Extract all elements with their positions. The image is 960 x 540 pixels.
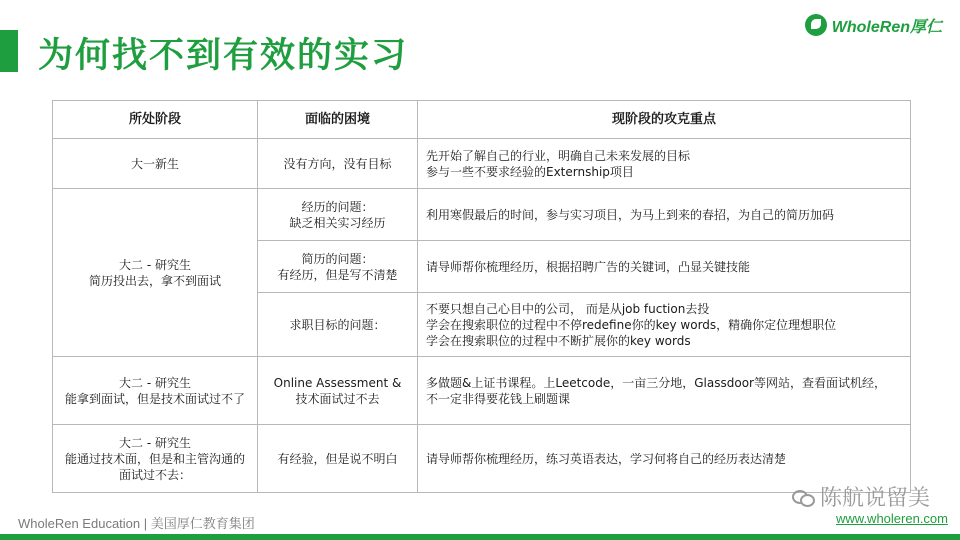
challenge-cell — [258, 357, 418, 425]
focus-text: 不要只想自己心目中的公司， 而是从job fuction去投 — [426, 301, 710, 316]
focus-text: 请导师帮你梳理经历，根据招聘广告的关键词，凸显关键技能 — [426, 259, 751, 274]
focus-text: 参与一些不要求经验的Externship项目 — [426, 164, 634, 179]
stage-text: 能通过技术面，但是和主管沟通的面试过不去： — [64, 451, 245, 482]
header-stage: 所处阶段 — [53, 101, 258, 139]
challenge-text: 没有方向，没有目标 — [283, 156, 392, 171]
focus-text: 不一定非得要花钱上刷题课 — [426, 391, 571, 406]
watermark-text: 陈航说留美 — [819, 486, 930, 511]
challenge-cell — [258, 293, 418, 357]
table-row — [53, 139, 911, 189]
focus-text: 学会在搜索职位的过程中不断扩展你的key words — [426, 333, 691, 348]
stage-cell — [53, 139, 258, 189]
stage-text: 大一新生 — [130, 156, 179, 171]
focus-text: 学会在搜索职位的过程中不停redefine你的key words，精确你定位理想职位 — [426, 317, 837, 332]
challenge-cell — [258, 189, 418, 241]
focus-text: 先开始了解自己的行业，明确自己未来发展的目标 — [426, 148, 691, 163]
challenge-text: 简历的问题： — [301, 251, 374, 266]
challenge-text: Online Assessment & — [273, 375, 402, 390]
challenge-text: 经历的问题： — [301, 199, 374, 214]
challenge-text: 有经验，但是说不明白 — [277, 451, 398, 466]
focus-cell — [418, 293, 911, 357]
focus-text: 利用寒假最后的时间，参与实习项目，为马上到来的春招，为自己的简历加码 — [426, 207, 835, 222]
challenge-text: 有经历，但是写不清楚 — [277, 267, 398, 282]
stage-text: 大二 - 研究生 — [119, 375, 191, 390]
footer-website-link[interactable]: www.wholeren.com — [836, 511, 948, 526]
focus-cell — [418, 241, 911, 293]
stage-cell — [53, 357, 258, 425]
stage-cell — [53, 189, 258, 357]
internship-problems-table — [52, 100, 911, 493]
stage-text: 能拿到面试，但是技术面试过不了 — [64, 391, 245, 406]
stage-text: 大二 - 研究生 — [119, 257, 191, 272]
challenge-cell — [258, 139, 418, 189]
bottom-accent-bar — [0, 534, 960, 540]
focus-text: 请导师帮你梳理经历，练习英语表达，学习何将自己的经历表达清楚 — [426, 451, 787, 466]
wechat-icon — [792, 488, 814, 506]
stage-cell — [53, 425, 258, 493]
table-row — [53, 189, 911, 241]
challenge-text: 求职目标的问题： — [289, 317, 386, 332]
focus-cell — [418, 139, 911, 189]
focus-cell — [418, 357, 911, 425]
table-row — [53, 357, 911, 425]
title-accent-bar — [0, 30, 18, 72]
challenge-text: 技术面试过不去 — [295, 391, 380, 406]
logo-text: WholeRen厚仁 — [831, 18, 942, 36]
header-focus: 现阶段的攻克重点 — [418, 101, 911, 139]
challenge-cell — [258, 241, 418, 293]
challenge-text: 缺乏相关实习经历 — [289, 215, 386, 230]
header-challenge: 面临的困境 — [258, 101, 418, 139]
brand-logo — [805, 12, 942, 38]
footer-company: WholeRen Education | 美国厚仁教育集团 — [18, 516, 255, 531]
table-row — [53, 425, 911, 493]
focus-text: 多做题&上证书课程。上Leetcode，一亩三分地，Glassdoor等网站，查看面试机经， — [426, 375, 886, 390]
slide-title: 为何找不到有效的实习 — [38, 36, 409, 76]
focus-cell — [418, 189, 911, 241]
leaf-logo-icon — [805, 14, 827, 36]
stage-text: 简历投出去，拿不到面试 — [88, 273, 221, 288]
stage-text: 大二 - 研究生 — [119, 435, 191, 450]
wechat-watermark — [792, 481, 930, 512]
challenge-cell — [258, 425, 418, 493]
table-header-row — [53, 101, 911, 139]
